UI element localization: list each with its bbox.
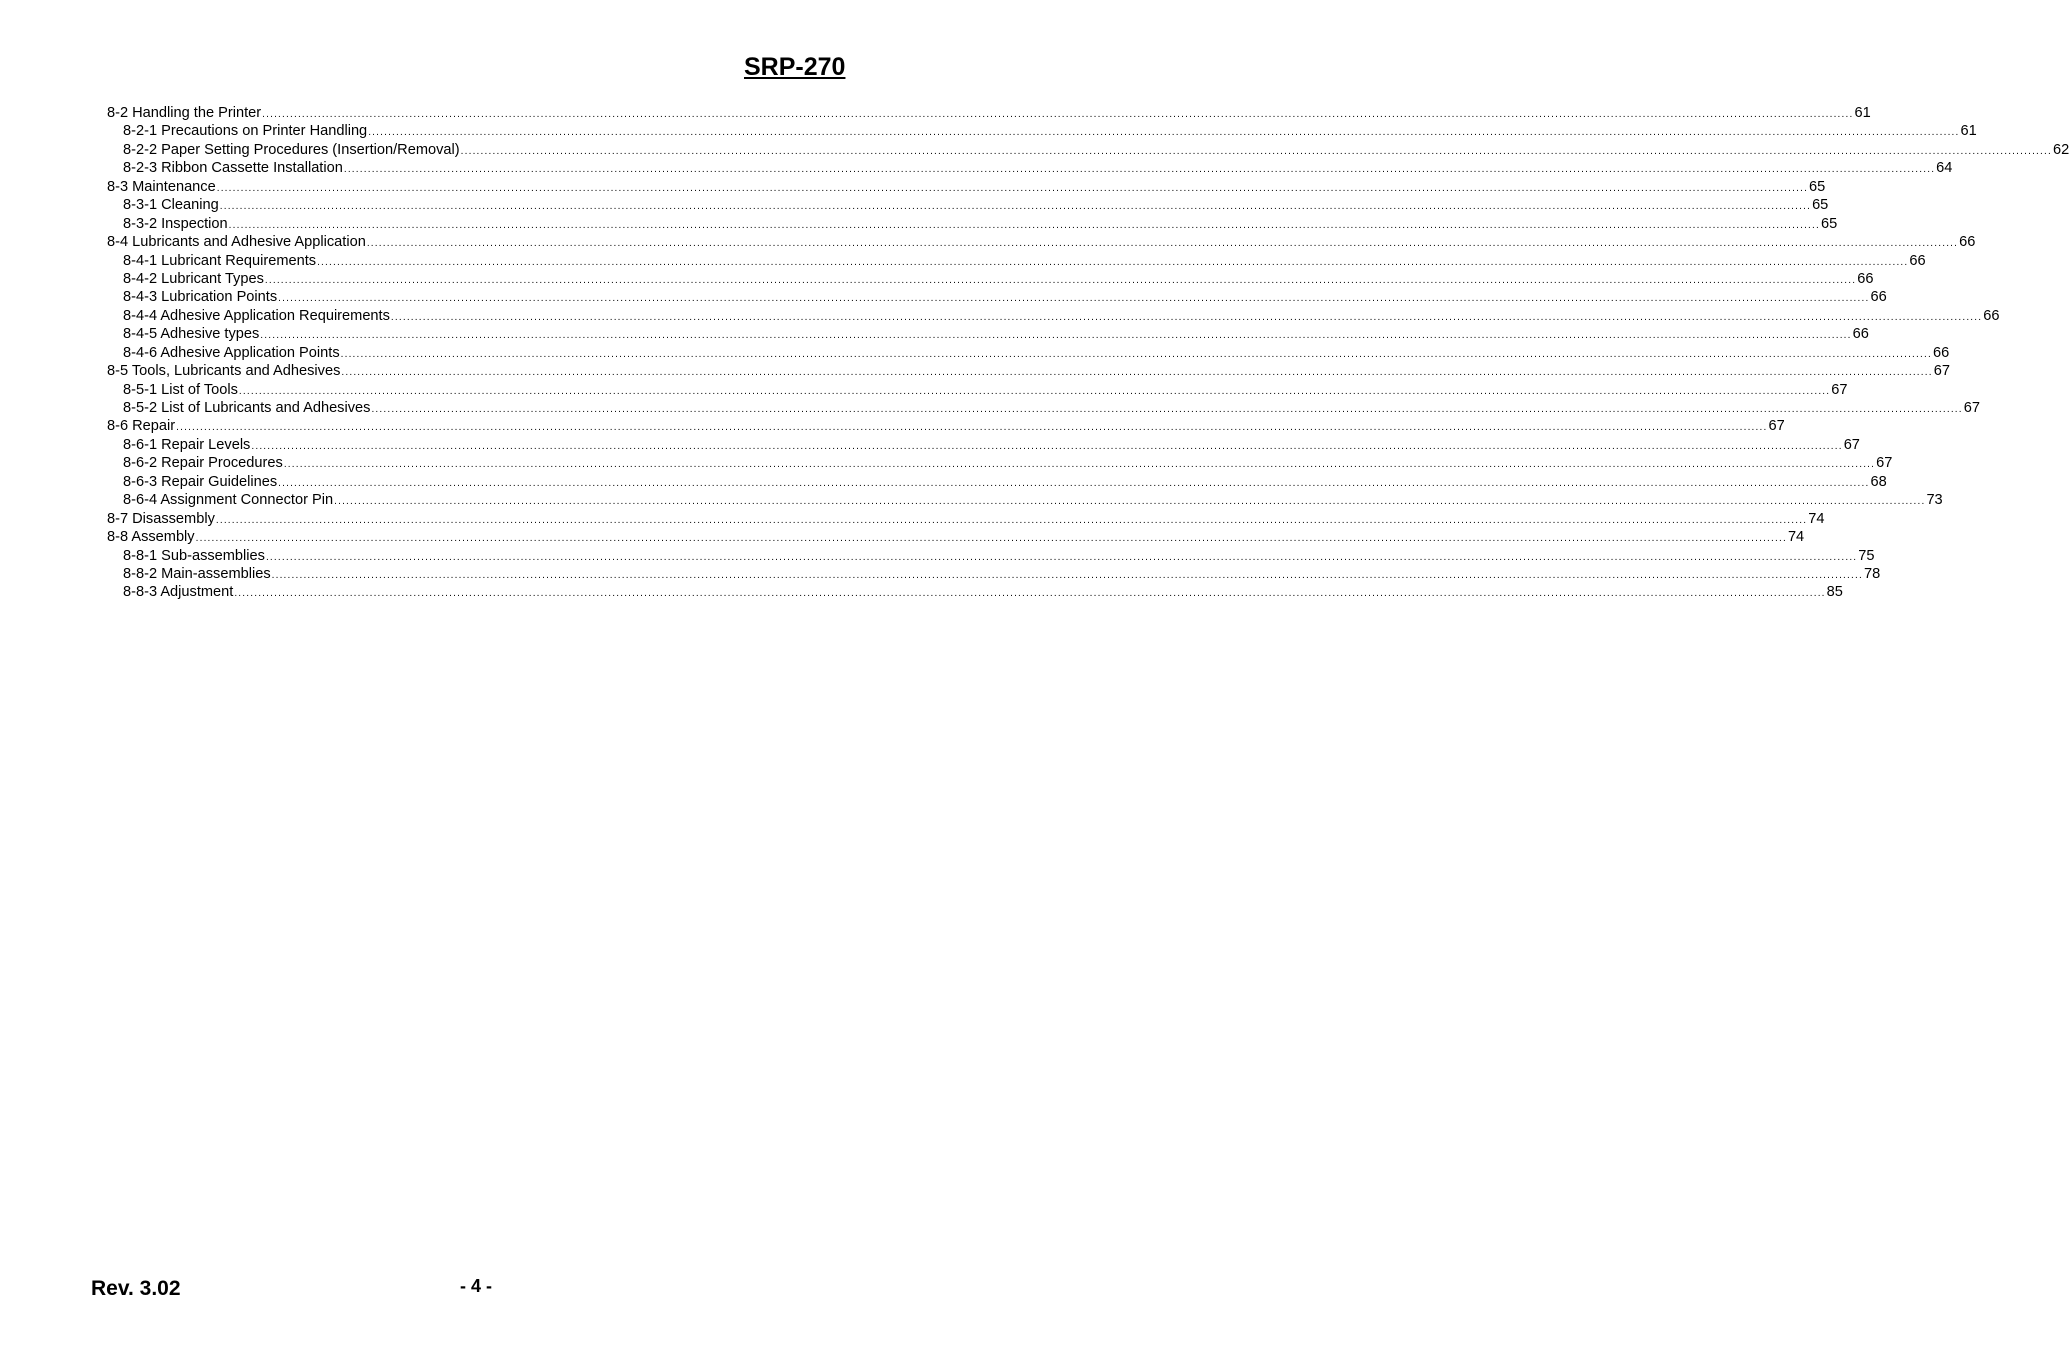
toc-entry[interactable] [107, 565, 1881, 583]
toc-entry-title: 8-2-1 Precautions on Printer Handling [123, 123, 368, 140]
toc-entry-page: 85 [1826, 584, 1843, 601]
toc-entry[interactable] [107, 288, 1887, 306]
toc-entry-page: 67 [1933, 363, 1950, 380]
toc-dot-leader: ................................................................................................................................................................................................................................................................................................................................................................................................................ [228, 219, 1820, 231]
toc-entry-title: 8-2-3 Ribbon Cassette Installation [123, 160, 343, 177]
toc-entry-page: 65 [1809, 178, 1826, 195]
table-of-contents [107, 104, 2069, 602]
toc-entry-title: 8-6-4 Assignment Connector Pin [123, 492, 334, 509]
toc-dot-leader: ................................................................................................................................................................................................................................................................................................................................................................................................................ [283, 459, 1876, 471]
toc-dot-leader: ................................................................................................................................................................................................................................................................................................................................................................................................................ [271, 569, 1863, 581]
toc-dot-leader: ................................................................................................................................................................................................................................................................................................................................................................................................................ [219, 201, 1812, 213]
toc-entry[interactable] [107, 159, 1953, 177]
toc-entry-page: 67 [1831, 381, 1848, 398]
toc-entry[interactable] [107, 436, 1860, 454]
toc-entry[interactable] [107, 307, 2000, 325]
toc-entry-page: 61 [1960, 123, 1977, 140]
toc-entry-title: 8-6-3 Repair Guidelines [123, 473, 278, 490]
toc-entry-page: 75 [1858, 547, 1875, 564]
toc-entry[interactable] [107, 122, 1977, 140]
toc-entry-page: 66 [1959, 234, 1976, 251]
toc-entry-title: 8-3-2 Inspection [123, 215, 228, 232]
toc-entry-page: 66 [1857, 270, 1874, 287]
toc-dot-leader: ................................................................................................................................................................................................................................................................................................................................................................................................................ [371, 404, 1963, 415]
toc-entry-page: 65 [1820, 215, 1838, 232]
page-number: - 4 - [460, 1276, 493, 1296]
toc-dot-leader: ................................................................................................................................................................................................................................................................................................................................................................................................................ [340, 348, 1932, 360]
toc-entry-title: 8-5-2 List of Lubricants and Adhesives [123, 400, 371, 416]
toc-entry[interactable] [107, 270, 1874, 288]
toc-entry[interactable] [107, 215, 1838, 233]
toc-dot-leader: ................................................................................................................................................................................................................................................................................................................................................................................................................ [216, 182, 1809, 194]
document-title: SRP-270 [744, 53, 846, 81]
toc-dot-leader: ................................................................................................................................................................................................................................................................................................................................................................................................................ [317, 256, 1909, 268]
toc-entry[interactable] [107, 178, 1826, 196]
toc-entry[interactable] [107, 399, 1980, 417]
toc-entry-title: 8-4-6 Adhesive Application Points [123, 344, 340, 361]
toc-dot-leader: ................................................................................................................................................................................................................................................................................................................................................................................................................ [265, 551, 1858, 563]
toc-entry[interactable] [107, 547, 1875, 565]
toc-entry[interactable] [107, 583, 1843, 601]
toc-entry-page: 78 [1863, 565, 1881, 582]
toc-dot-leader: ................................................................................................................................................................................................................................................................................................................................................................................................................ [341, 367, 1933, 379]
toc-entry-page: 68 [1870, 473, 1887, 490]
toc-entry-title: 8-7 Disassembly [107, 510, 215, 527]
toc-dot-leader: ................................................................................................................................................................................................................................................................................................................................................................................................................ [262, 109, 1854, 120]
toc-entry-page: 66 [1983, 307, 2000, 324]
toc-entry-title: 8-4 Lubricants and Adhesive Application [107, 234, 366, 251]
toc-entry-page: 64 [1936, 160, 1953, 177]
toc-entry-title: 8-4-4 Adhesive Application Requirements [123, 307, 390, 324]
toc-dot-leader: ................................................................................................................................................................................................................................................................................................................................................................................................................ [260, 330, 1852, 342]
toc-dot-leader: ................................................................................................................................................................................................................................................................................................................................................................................................................ [278, 293, 1870, 305]
toc-dot-leader: ................................................................................................................................................................................................................................................................................................................................................................................................................ [390, 311, 1983, 323]
toc-entry-page: 66 [1932, 344, 1950, 361]
toc-entry[interactable] [107, 454, 1893, 472]
toc-entry-title: 8-2 Handling the Printer [107, 105, 262, 121]
toc-entry-page: 66 [1870, 289, 1887, 306]
toc-entry-page: 74 [1808, 510, 1825, 527]
toc-entry[interactable] [107, 141, 2069, 159]
toc-entry[interactable] [107, 104, 1871, 122]
toc-entry-title: 8-8-1 Sub-assemblies [123, 547, 265, 564]
toc-entry-title: 8-5-1 List of Tools [123, 381, 238, 398]
toc-entry-title: 8-4-2 Lubricant Types [123, 270, 264, 287]
toc-dot-leader: ................................................................................................................................................................................................................................................................................................................................................................................................................ [278, 477, 1870, 489]
toc-entry[interactable] [107, 528, 1805, 546]
toc-entry-title: 8-4-1 Lubricant Requirements [123, 252, 317, 269]
toc-entry-page: 74 [1787, 529, 1805, 546]
toc-dot-leader: ................................................................................................................................................................................................................................................................................................................................................................................................................ [264, 274, 1857, 286]
toc-entry-title: 8-3 Maintenance [107, 178, 216, 195]
toc-entry-page: 67 [1843, 436, 1860, 453]
toc-entry-title: 8-6 Repair [107, 418, 176, 435]
toc-entry-page: 65 [1812, 197, 1829, 214]
toc-entry[interactable] [107, 381, 1848, 399]
toc-dot-leader: ................................................................................................................................................................................................................................................................................................................................................................................................................ [195, 533, 1787, 545]
toc-entry-page: 66 [1852, 326, 1869, 343]
toc-entry-page: 61 [1854, 105, 1871, 121]
toc-entry[interactable] [107, 362, 1950, 380]
revision-label: Rev. 3.02 [91, 1277, 181, 1300]
toc-dot-leader: ................................................................................................................................................................................................................................................................................................................................................................................................................ [334, 496, 1926, 508]
toc-dot-leader: ................................................................................................................................................................................................................................................................................................................................................................................................................ [251, 440, 1843, 452]
toc-entry[interactable] [107, 196, 1829, 214]
toc-entry[interactable] [107, 325, 1869, 343]
toc-entry-title: 8-4-5 Adhesive types [123, 326, 260, 343]
toc-dot-leader: ................................................................................................................................................................................................................................................................................................................................................................................................................ [366, 238, 1959, 250]
toc-entry-title: 8-3-1 Cleaning [123, 197, 219, 214]
toc-dot-leader: ................................................................................................................................................................................................................................................................................................................................................................................................................ [238, 385, 1831, 397]
toc-entry-title: 8-8 Assembly [107, 529, 195, 546]
toc-entry[interactable] [107, 252, 1926, 270]
toc-entry-title: 8-4-3 Lubrication Points [123, 289, 278, 306]
toc-entry[interactable] [107, 491, 1943, 509]
toc-entry-page: 73 [1926, 492, 1943, 509]
toc-dot-leader: ................................................................................................................................................................................................................................................................................................................................................................................................................ [368, 127, 1960, 139]
toc-entry-title: 8-2-2 Paper Setting Procedures (Insertion/Removal) [123, 141, 460, 158]
toc-entry[interactable] [107, 510, 1825, 528]
toc-entry-title: 8-6-1 Repair Levels [123, 436, 251, 453]
toc-entry-page: 62 [2052, 141, 2069, 158]
toc-dot-leader: ................................................................................................................................................................................................................................................................................................................................................................................................................ [215, 514, 1808, 526]
toc-entry[interactable] [107, 233, 1976, 251]
toc-entry-page: 67 [1768, 418, 1785, 435]
toc-entry[interactable] [107, 417, 1785, 435]
toc-entry-title: 8-6-2 Repair Procedures [123, 455, 283, 472]
toc-entry-title: 8-5 Tools, Lubricants and Adhesives [107, 363, 341, 380]
toc-dot-leader: ................................................................................................................................................................................................................................................................................................................................................................................................................ [234, 588, 1826, 600]
toc-dot-leader: ................................................................................................................................................................................................................................................................................................................................................................................................................ [176, 422, 1768, 434]
toc-entry-page: 67 [1876, 455, 1893, 472]
toc-entry[interactable] [107, 344, 1950, 362]
toc-entry-title: 8-8-2 Main-assemblies [123, 565, 271, 582]
toc-entry-page: 66 [1909, 252, 1926, 269]
toc-dot-leader: ................................................................................................................................................................................................................................................................................................................................................................................................................ [343, 164, 1936, 176]
toc-dot-leader: ................................................................................................................................................................................................................................................................................................................................................................................................................ [460, 145, 2052, 157]
toc-entry-title: 8-8-3 Adjustment [123, 584, 234, 601]
toc-entry[interactable] [107, 473, 1887, 491]
toc-entry-page: 67 [1963, 400, 1980, 416]
